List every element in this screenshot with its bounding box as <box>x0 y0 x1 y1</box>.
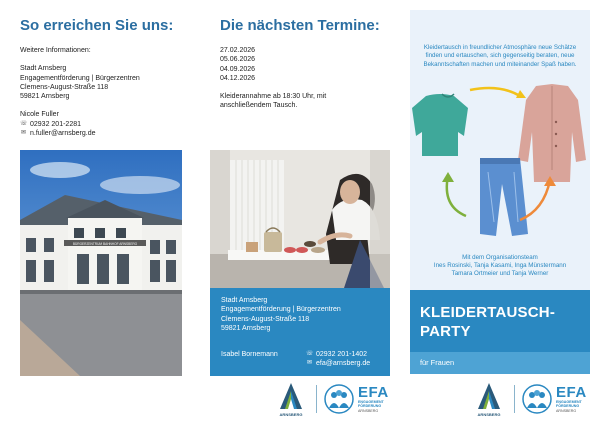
arnsberg-caption: ARNSBERG <box>279 412 303 417</box>
address-line: Clemens-August-Straße 118 <box>221 315 310 323</box>
band-email-line <box>306 359 370 368</box>
logo-divider <box>514 385 515 413</box>
yellow-arrow-icon <box>470 88 520 96</box>
phone-number: 02932 201-2281 <box>30 120 81 128</box>
address-line: Stadt Arnsberg <box>20 65 67 73</box>
clothing-swap-photo <box>210 150 390 288</box>
band-email[interactable]: efa@arnsberg.de <box>316 360 371 368</box>
info-label: Weitere Informationen: <box>20 47 91 54</box>
address-line: 59821 Arnsberg <box>20 93 70 101</box>
building-photo <box>20 150 182 376</box>
sweater-icon <box>412 94 468 156</box>
contact-band <box>210 288 390 376</box>
building-sign: BÜRGERZENTRUM BAHNHOF ARNSBERG <box>72 242 138 246</box>
band-address <box>221 296 381 333</box>
clothing-illustration <box>410 76 590 256</box>
cover-title: KLEIDERTAUSCH- PARTY <box>420 304 556 340</box>
team-names-1: Ines Rosinski, Tanja Kasami, Inga Münstermann <box>433 262 567 269</box>
efa-wordmark: EFA ENGAGEMENT FÖRDERUNG ARNSBERG <box>556 384 587 413</box>
band-person-name: Isabel Bornemann <box>221 351 278 358</box>
email-line <box>20 129 190 138</box>
date-item: 05.06.2026 <box>220 56 256 64</box>
contact-heading: So erreichen Sie uns: <box>20 17 174 34</box>
efa-people-icon <box>522 384 552 414</box>
address-line: Stadt Arnsberg <box>221 297 268 304</box>
band-contact <box>306 350 370 369</box>
address-line: Engagementförderung | Bürgerzentren <box>221 306 341 314</box>
date-item: 27.02.2026 <box>220 47 256 54</box>
arnsberg-logo <box>474 381 504 417</box>
efa-people-icon <box>324 384 354 414</box>
coat-icon <box>518 84 586 182</box>
date-item: 04.09.2026 <box>220 65 256 73</box>
logo-row-center <box>276 381 389 417</box>
team-label: Mit dem Organisationsteam <box>462 254 538 261</box>
email-address[interactable]: n.fuller@arnsberg.de <box>30 130 96 138</box>
dates-list <box>220 46 380 111</box>
phone-line <box>20 120 190 129</box>
contact-name: Nicole Fuller <box>20 111 59 119</box>
arnsberg-caption: ARNSBERG <box>477 412 501 417</box>
band-phone-line <box>306 350 370 359</box>
email-icon: ✉ <box>20 130 27 137</box>
address-line: Engagementförderung | Bürgerzentren <box>20 74 140 82</box>
phone-icon: ☏ <box>306 351 314 358</box>
efa-wordmark: EFA ENGAGEMENT FÖRDERUNG ARNSBERG <box>358 384 389 413</box>
logo-divider <box>316 385 317 413</box>
address-line: Clemens-August-Straße 118 <box>20 83 109 91</box>
arnsberg-logo <box>276 381 306 417</box>
phone-icon: ☏ <box>20 120 28 127</box>
email-icon: ✉ <box>306 360 313 367</box>
cover-subtitle: für Frauen <box>420 358 455 367</box>
dates-heading: Die nächsten Termine: <box>220 17 380 34</box>
team-names-2: Tamara Ortmeier und Tanja Werner <box>451 270 549 277</box>
logo-row-cover <box>474 381 587 417</box>
address-line: 59821 Arnsberg <box>221 324 271 332</box>
cover-intro: Kleidertausch in freundlicher Atmosphäre neue Schätze finden und ertauschen, sich gegenseitig beraten, neue Bekanntschaften machen und miteinander Spaß haben. <box>423 44 577 68</box>
date-item: 04.12.2026 <box>220 74 256 82</box>
band-phone: 02932 201-1402 <box>316 351 367 358</box>
jeans-icon <box>480 158 528 236</box>
cover-subtitle-band <box>410 352 590 374</box>
contact-info <box>20 46 190 138</box>
dates-note: Kleiderannahme ab 18:30 Uhr, mit anschließendem Tausch. <box>220 93 327 110</box>
organisation-team <box>418 254 582 278</box>
